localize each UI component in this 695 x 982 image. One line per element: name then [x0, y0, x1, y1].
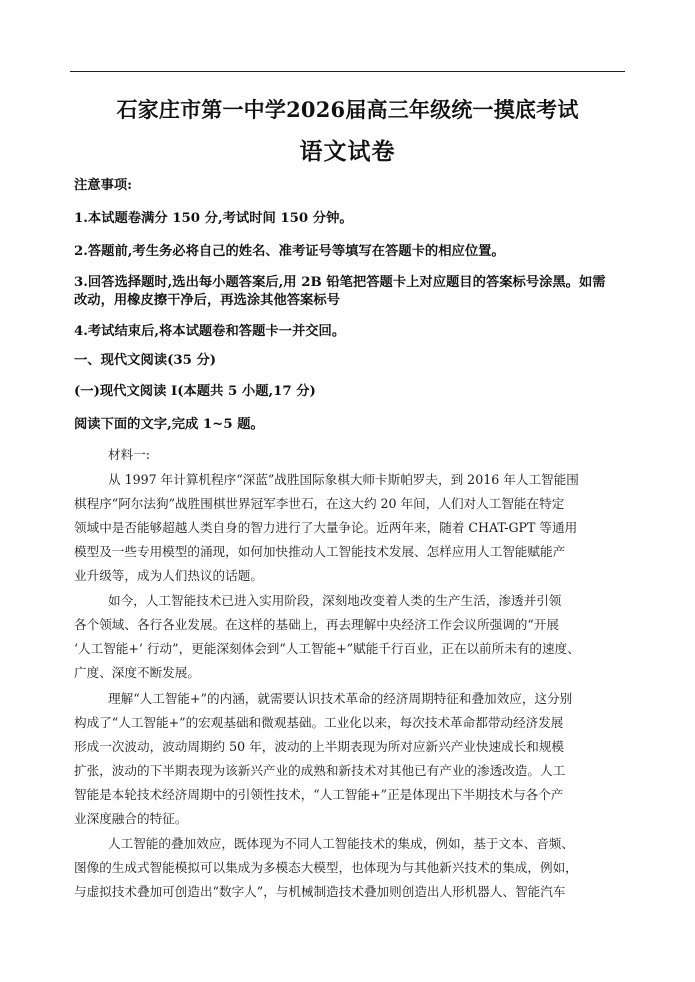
reading-instruction: 阅读下面的文字,完成 1~5 题。 — [74, 417, 264, 432]
notice-item: 2.答题前,考生务必将自己的姓名、准考证号等填写在答题卡的相应位置。 — [74, 244, 505, 259]
paragraph-line: 领域中是否能够超越人类自身的智力进行了大量争论。近两年来，随着 CHAT-GPT 等通用 — [74, 520, 578, 535]
section-heading: 一、现代文阅读(35 分) — [74, 353, 217, 368]
paragraph-line: 理解“人工智能+”的内涵，就需要认识技术革命的经济周期特征和叠加效应，这分别 — [108, 691, 573, 706]
paragraph-line: 从 1997 年计算机程序“深蓝”战胜国际象棋大师卡斯帕罗夫，到 2016 年人工智能围 — [108, 472, 579, 487]
notice-heading: 注意事项: — [74, 178, 133, 193]
paragraph-line: 扩张，波动的下半期表现为该新兴产业的成熟和新技术对其他已有产业的渗透改造。人工 — [74, 763, 566, 778]
header-rule — [70, 71, 625, 72]
paragraph-line: 人工智能的叠加效应，既体现为不同人工智能技术的集成，例如，基于文本、音频、 — [108, 836, 574, 851]
paragraph-line: 各个领域、各行各业发展。在这样的基础上，再去理解中央经济工作会议所强调的“开展 — [74, 617, 560, 632]
notice-item: 3.回答选择题时,选出每小题答案后,用 2B 铅笔把答题卡上对应题目的答案标号涂黑。如需 — [74, 275, 606, 290]
paragraph-line: 业升级等，成为人们热议的话题。 — [74, 568, 263, 583]
paragraph-line: 广度、深度不断发展。 — [74, 665, 200, 680]
notice-item: 1.本试题卷满分 150 分,考试时间 150 分钟。 — [74, 211, 353, 226]
paragraph-line: 图像的生成式智能模拟可以集成为多模态大模型，也体现为与其他新兴技术的集成，例如， — [74, 860, 578, 875]
paragraph-line: 如今，人工智能技术已进入实用阶段，深刻地改变着人类的生产生活，渗透并引领 — [108, 593, 562, 608]
exam-subtitle: 语文试卷 — [299, 138, 396, 165]
paragraph-line: 模型及一些专用模型的涌现，如何加快推动人工智能技术发展、怎样应用人工智能赋能产 — [74, 544, 566, 559]
paragraph-line: ‘人工智能+’ 行动”，更能深刻体会到“人工智能+”赋能千行百业，正在以前所未有的速度、 — [74, 641, 580, 656]
material-label: 材料一: — [108, 447, 151, 462]
notice-item: 4.考试结束后,将本试题卷和答题卡一并交回。 — [74, 324, 346, 339]
paragraph-line: 业深度融合的特征。 — [74, 811, 188, 826]
paragraph-line: 形成一次波动，波动周期约 50 年，波动的上半期表现为所对应新兴产业快速成长和规模 — [74, 739, 565, 754]
sub-section-heading: (一)现代文阅读 I(本题共 5 小题,17 分) — [74, 384, 316, 399]
notice-item: 改动，用橡皮擦干净后，再选涂其他答案标号 — [74, 293, 340, 308]
paragraph-line: 棋程序“阿尔法狗”战胜围棋世界冠军李世石，在这大约 20 年间，人们对人工智能在特定 — [74, 496, 565, 511]
exam-title: 石家庄市第一中学2026届高三年级统一摸底考试 — [116, 97, 579, 122]
paragraph-line: 智能是本轮技术经济周期中的引领性技术，“人工智能+”正是体现出下半期技术与各个产 — [74, 787, 564, 802]
paragraph-line: 构成了“人工智能+”的宏观基础和微观基础。工业化以来，每次技术革命都带动经济发展 — [74, 715, 564, 730]
paragraph-line: 与虚拟技术叠加可创造出“数字人”，与机械制造技术叠加则创造出人形机器人、智能汽车 — [74, 884, 566, 899]
